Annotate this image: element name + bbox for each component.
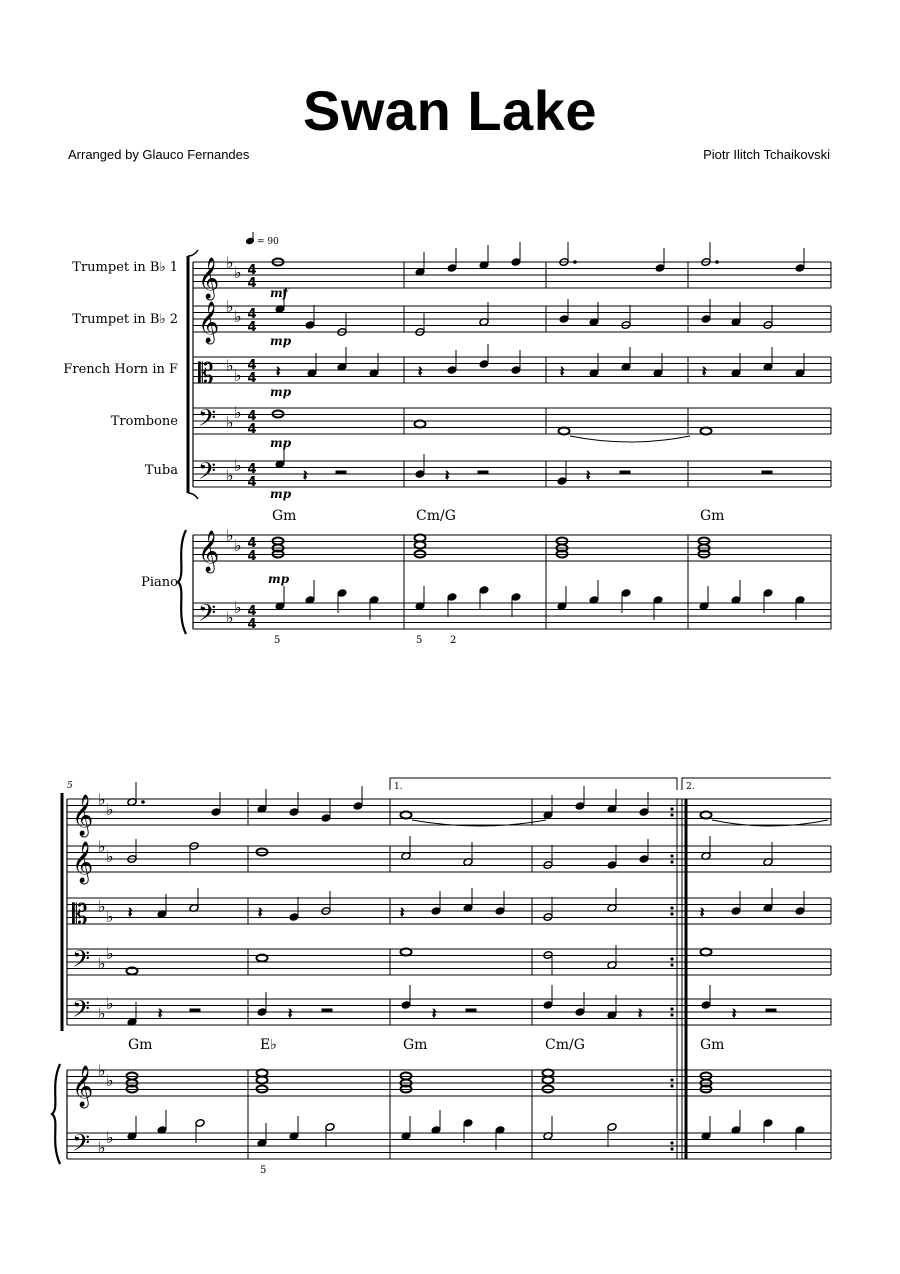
chord-symbol: Gm bbox=[272, 508, 297, 524]
svg-text:♭: ♭ bbox=[234, 403, 242, 422]
svg-text:𝄽: 𝄽 bbox=[586, 468, 591, 484]
chord-symbol: Gm bbox=[700, 1037, 725, 1053]
svg-text:♭: ♭ bbox=[226, 297, 234, 316]
treble-clef-icon: 𝄞 bbox=[198, 531, 220, 572]
svg-text:♭: ♭ bbox=[226, 526, 234, 545]
page-title: Swan Lake bbox=[303, 79, 597, 142]
fingering: 5 bbox=[416, 635, 423, 646]
label-piano: Piano bbox=[141, 575, 178, 590]
svg-text:♭: ♭ bbox=[106, 907, 114, 926]
arranger-credit: Arranged by Glauco Fernandes bbox=[68, 147, 250, 162]
tempo-marking bbox=[245, 232, 279, 247]
clefs-system-2 bbox=[72, 794, 93, 1162]
svg-text:𝄽: 𝄽 bbox=[432, 1006, 437, 1022]
alto-clef-icon: 𝄡 bbox=[198, 357, 214, 390]
bass-clef-icon: 𝄢 bbox=[198, 457, 217, 490]
volta-2: 2. bbox=[686, 782, 695, 792]
dynamic-mp: mp bbox=[270, 487, 292, 501]
svg-text:♭: ♭ bbox=[106, 847, 114, 866]
composer-credit: Piotr Ilitch Tchaikovski bbox=[703, 147, 830, 162]
svg-text:♭: ♭ bbox=[226, 608, 234, 627]
time-signatures-system-1 bbox=[247, 263, 256, 632]
label-trumpet-1: Trumpet in B♭ 1 bbox=[72, 260, 178, 275]
svg-text:𝄽: 𝄽 bbox=[638, 1006, 643, 1022]
chord-symbol: E♭ bbox=[260, 1037, 277, 1053]
svg-text:♭: ♭ bbox=[226, 253, 234, 272]
alto-clef-icon: 𝄡 bbox=[72, 898, 88, 931]
chord-symbol: Gm bbox=[403, 1037, 428, 1053]
svg-text:♭: ♭ bbox=[234, 598, 242, 617]
treble-clef-icon: 𝄞 bbox=[72, 795, 94, 836]
treble-clef-icon: 𝄞 bbox=[72, 842, 94, 883]
svg-text:♭: ♭ bbox=[234, 307, 242, 326]
svg-text:𝄽: 𝄽 bbox=[400, 905, 405, 921]
chord-symbol: Cm/G bbox=[545, 1037, 585, 1053]
notes-system-2 bbox=[127, 782, 829, 1150]
bass-clef-icon: 𝄢 bbox=[72, 995, 91, 1028]
treble-clef-icon: 𝄞 bbox=[72, 1066, 94, 1107]
system-1-brackets bbox=[178, 250, 198, 634]
svg-text:♭: ♭ bbox=[234, 366, 242, 385]
svg-text:4: 4 bbox=[247, 604, 257, 619]
fingering: 5 bbox=[274, 635, 281, 646]
svg-text:♭: ♭ bbox=[98, 1004, 106, 1023]
volta-brackets bbox=[390, 778, 831, 790]
system-2-brackets bbox=[52, 793, 67, 1164]
svg-text:𝄽: 𝄽 bbox=[702, 364, 707, 380]
svg-text:4: 4 bbox=[247, 409, 257, 424]
svg-text:♭: ♭ bbox=[98, 897, 106, 916]
treble-clef-icon: 𝄞 bbox=[198, 302, 220, 343]
label-trombone: Trombone bbox=[110, 414, 178, 429]
label-french-horn: French Horn in F bbox=[63, 362, 178, 377]
bass-clef-icon: 𝄢 bbox=[198, 404, 217, 437]
chord-symbol: Gm bbox=[700, 508, 725, 524]
svg-text:♭: ♭ bbox=[106, 994, 114, 1013]
svg-text:♭: ♭ bbox=[226, 466, 234, 485]
bass-clef-icon: 𝄢 bbox=[72, 1129, 91, 1162]
tempo-text: = 90 bbox=[257, 237, 279, 247]
notes-system-1 bbox=[273, 242, 806, 620]
svg-text:♭: ♭ bbox=[106, 1071, 114, 1090]
fingering: 5 bbox=[260, 1165, 267, 1176]
label-tuba: Tuba bbox=[144, 463, 178, 478]
dynamic-mp: mp bbox=[270, 334, 292, 348]
key-signatures-system-2 bbox=[98, 790, 114, 1157]
svg-text:♭: ♭ bbox=[106, 1128, 114, 1147]
treble-clef-icon: 𝄞 bbox=[198, 258, 220, 299]
barlines-system-2 bbox=[248, 799, 831, 1159]
chord-symbol: Gm bbox=[128, 1037, 153, 1053]
svg-text:4: 4 bbox=[247, 263, 257, 278]
clefs-system-1 bbox=[198, 257, 219, 632]
svg-text:♭: ♭ bbox=[226, 413, 234, 432]
svg-text:𝄽: 𝄽 bbox=[158, 1006, 163, 1022]
dynamic-mf: mf bbox=[270, 286, 288, 300]
svg-text:𝄽: 𝄽 bbox=[732, 1006, 737, 1022]
svg-text:♭: ♭ bbox=[98, 954, 106, 973]
svg-text:4: 4 bbox=[247, 320, 257, 335]
svg-text:𝄽: 𝄽 bbox=[128, 905, 133, 921]
system-2 bbox=[52, 778, 831, 1176]
label-trumpet-2: Trumpet in B♭ 2 bbox=[72, 312, 178, 327]
svg-text:♭: ♭ bbox=[234, 263, 242, 282]
volta-1: 1. bbox=[394, 782, 403, 792]
barlines-system-1 bbox=[404, 262, 831, 629]
fingering: 2 bbox=[450, 635, 457, 646]
svg-text:𝄽: 𝄽 bbox=[560, 364, 565, 380]
dynamic-mp: mp bbox=[270, 436, 292, 450]
key-signatures-system-1 bbox=[226, 253, 242, 627]
svg-text:4: 4 bbox=[247, 475, 257, 490]
svg-text:♭: ♭ bbox=[234, 456, 242, 475]
svg-text:𝄽: 𝄽 bbox=[445, 468, 450, 484]
svg-text:4: 4 bbox=[247, 617, 257, 632]
svg-text:𝄽: 𝄽 bbox=[258, 905, 263, 921]
svg-text:♭: ♭ bbox=[98, 1061, 106, 1080]
dynamic-mp: mp bbox=[270, 385, 292, 399]
svg-text:𝄽: 𝄽 bbox=[276, 364, 281, 380]
chord-symbol: Cm/G bbox=[416, 508, 456, 524]
dynamic-mp: mp bbox=[268, 572, 290, 586]
svg-text:4: 4 bbox=[247, 307, 257, 322]
svg-text:4: 4 bbox=[247, 276, 257, 291]
bass-clef-icon: 𝄢 bbox=[72, 945, 91, 978]
svg-text:♭: ♭ bbox=[98, 1138, 106, 1157]
svg-text:♭: ♭ bbox=[234, 536, 242, 555]
svg-text:4: 4 bbox=[247, 549, 257, 564]
measure-number: 5 bbox=[67, 781, 73, 791]
svg-text:4: 4 bbox=[247, 536, 257, 551]
svg-text:𝄽: 𝄽 bbox=[288, 1006, 293, 1022]
svg-text:𝄽: 𝄽 bbox=[418, 364, 423, 380]
svg-text:4: 4 bbox=[247, 422, 257, 437]
svg-text:♭: ♭ bbox=[98, 837, 106, 856]
svg-text:♭: ♭ bbox=[106, 800, 114, 819]
svg-text:4: 4 bbox=[247, 358, 257, 373]
svg-text:4: 4 bbox=[247, 462, 257, 477]
svg-text:♭: ♭ bbox=[106, 944, 114, 963]
svg-text:♭: ♭ bbox=[98, 790, 106, 809]
svg-text:♭: ♭ bbox=[226, 356, 234, 375]
svg-text:𝄽: 𝄽 bbox=[303, 468, 308, 484]
svg-text:4: 4 bbox=[247, 371, 257, 386]
staff-lines-system-2 bbox=[67, 799, 831, 1159]
bass-clef-icon: 𝄢 bbox=[198, 599, 217, 632]
system-1 bbox=[63, 232, 831, 646]
svg-text:𝄽: 𝄽 bbox=[700, 905, 705, 921]
